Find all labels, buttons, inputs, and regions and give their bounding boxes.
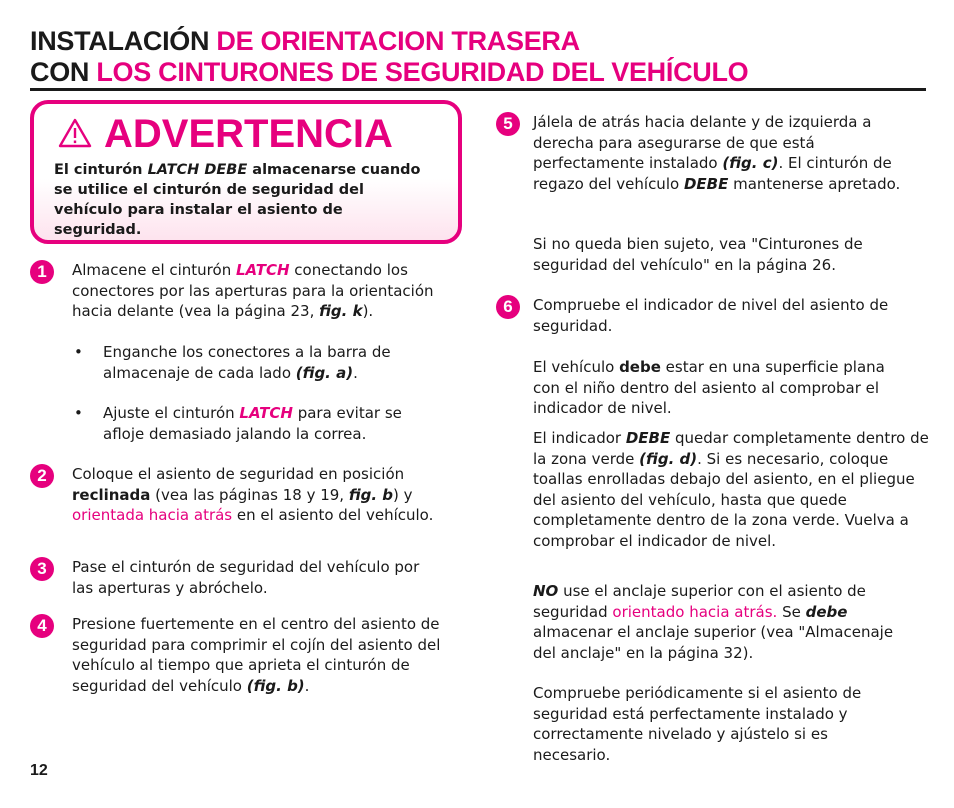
bullet-dot: • [74, 343, 83, 361]
step-2-number: 2 [30, 464, 54, 488]
title-divider [30, 88, 926, 91]
step-1-text: Almacene el cinturón LATCH conectando los conectores por las aperturas para la orientación hacia delante (vea la página 23, fig. k). [72, 261, 434, 320]
warning-text: El cinturón LATCH DEBE almacenarse cuando se utilice el cinturón de seguridad del vehículo para instalar el asiento de seguridad. [54, 162, 421, 238]
warning-heading: ADVERTENCIA [104, 112, 393, 156]
step-3-text: Pase el cinturón de seguridad del vehículo por las aperturas y abróchelo. [72, 558, 420, 597]
step-4-number: 4 [30, 614, 54, 638]
page-title [30, 26, 930, 88]
step-1-bullet-1: Enganche los conectores a la barra de almacenaje de cada lado (fig. a). [103, 343, 391, 382]
title-line-1: INSTALACIÓN DE ORIENTACION TRASERA [30, 26, 580, 56]
step-6-check: Compruebe periódicamente si el asiento de seguridad está perfectamente instalado y correctamente nivelado y ajústelo si es necesario. [533, 684, 862, 764]
page-number: 12 [30, 762, 48, 779]
title-line-2: CON LOS CINTURONES DE SEGURIDAD DEL VEHÍCULO [30, 57, 749, 87]
bullet-dot: • [74, 404, 83, 422]
step-5-text: Jálela de atrás hacia delante y de izquierda a derecha para asegurarse de que está perfectamente instalado (fig. c). El cinturón de regazo del vehículo DEBE mantenerse apretado. [533, 113, 901, 193]
step-6-number: 6 [496, 295, 520, 319]
step-4-text: Presione fuertemente en el centro del asiento de seguridad para comprimir el cojín del asiento del vehículo al tiempo que aprieta el cinturón de seguridad del vehículo (fig. b). [72, 615, 441, 695]
step-1-number: 1 [30, 260, 54, 284]
step-2-text: Coloque el asiento de seguridad en posición reclinada (vea las páginas 18 y 19, fig. b) y orientada hacia atrás en el asiento del vehículo. [72, 465, 434, 524]
step-5-note: Si no queda bien sujeto, vea "Cinturones de seguridad del vehículo" en la página 26. [533, 235, 863, 274]
step-6-text: Compruebe el indicador de nivel del asiento de seguridad. [533, 296, 889, 335]
warning-box [30, 100, 462, 244]
step-6-anchor: NO use el anclaje superior con el asiento de seguridad orientado hacia atrás. Se debe almacenar el anclaje superior (vea "Almacenaje del anclaje" en la página 32). [533, 582, 894, 662]
step-3-number: 3 [30, 557, 54, 581]
step-6-indicator: El indicador DEBE quedar completamente dentro de la zona verde (fig. d). Si es necesario, coloque toallas enrolladas debajo del asiento, en el pliegue del asiento del vehículo, hasta que quede completamente dentro de la zona verde. Vuelva a comprobar el indicador de nivel. [533, 429, 929, 550]
step-6-level-surface: El vehículo debe estar en una superficie plana con el niño dentro del asiento al comprobar el indicador de nivel. [533, 358, 885, 417]
warning-triangle-icon [58, 118, 92, 148]
step-1-bullet-2: Ajuste el cinturón LATCH para evitar se afloje demasiado jalando la correa. [103, 404, 402, 443]
step-5-number: 5 [496, 112, 520, 136]
